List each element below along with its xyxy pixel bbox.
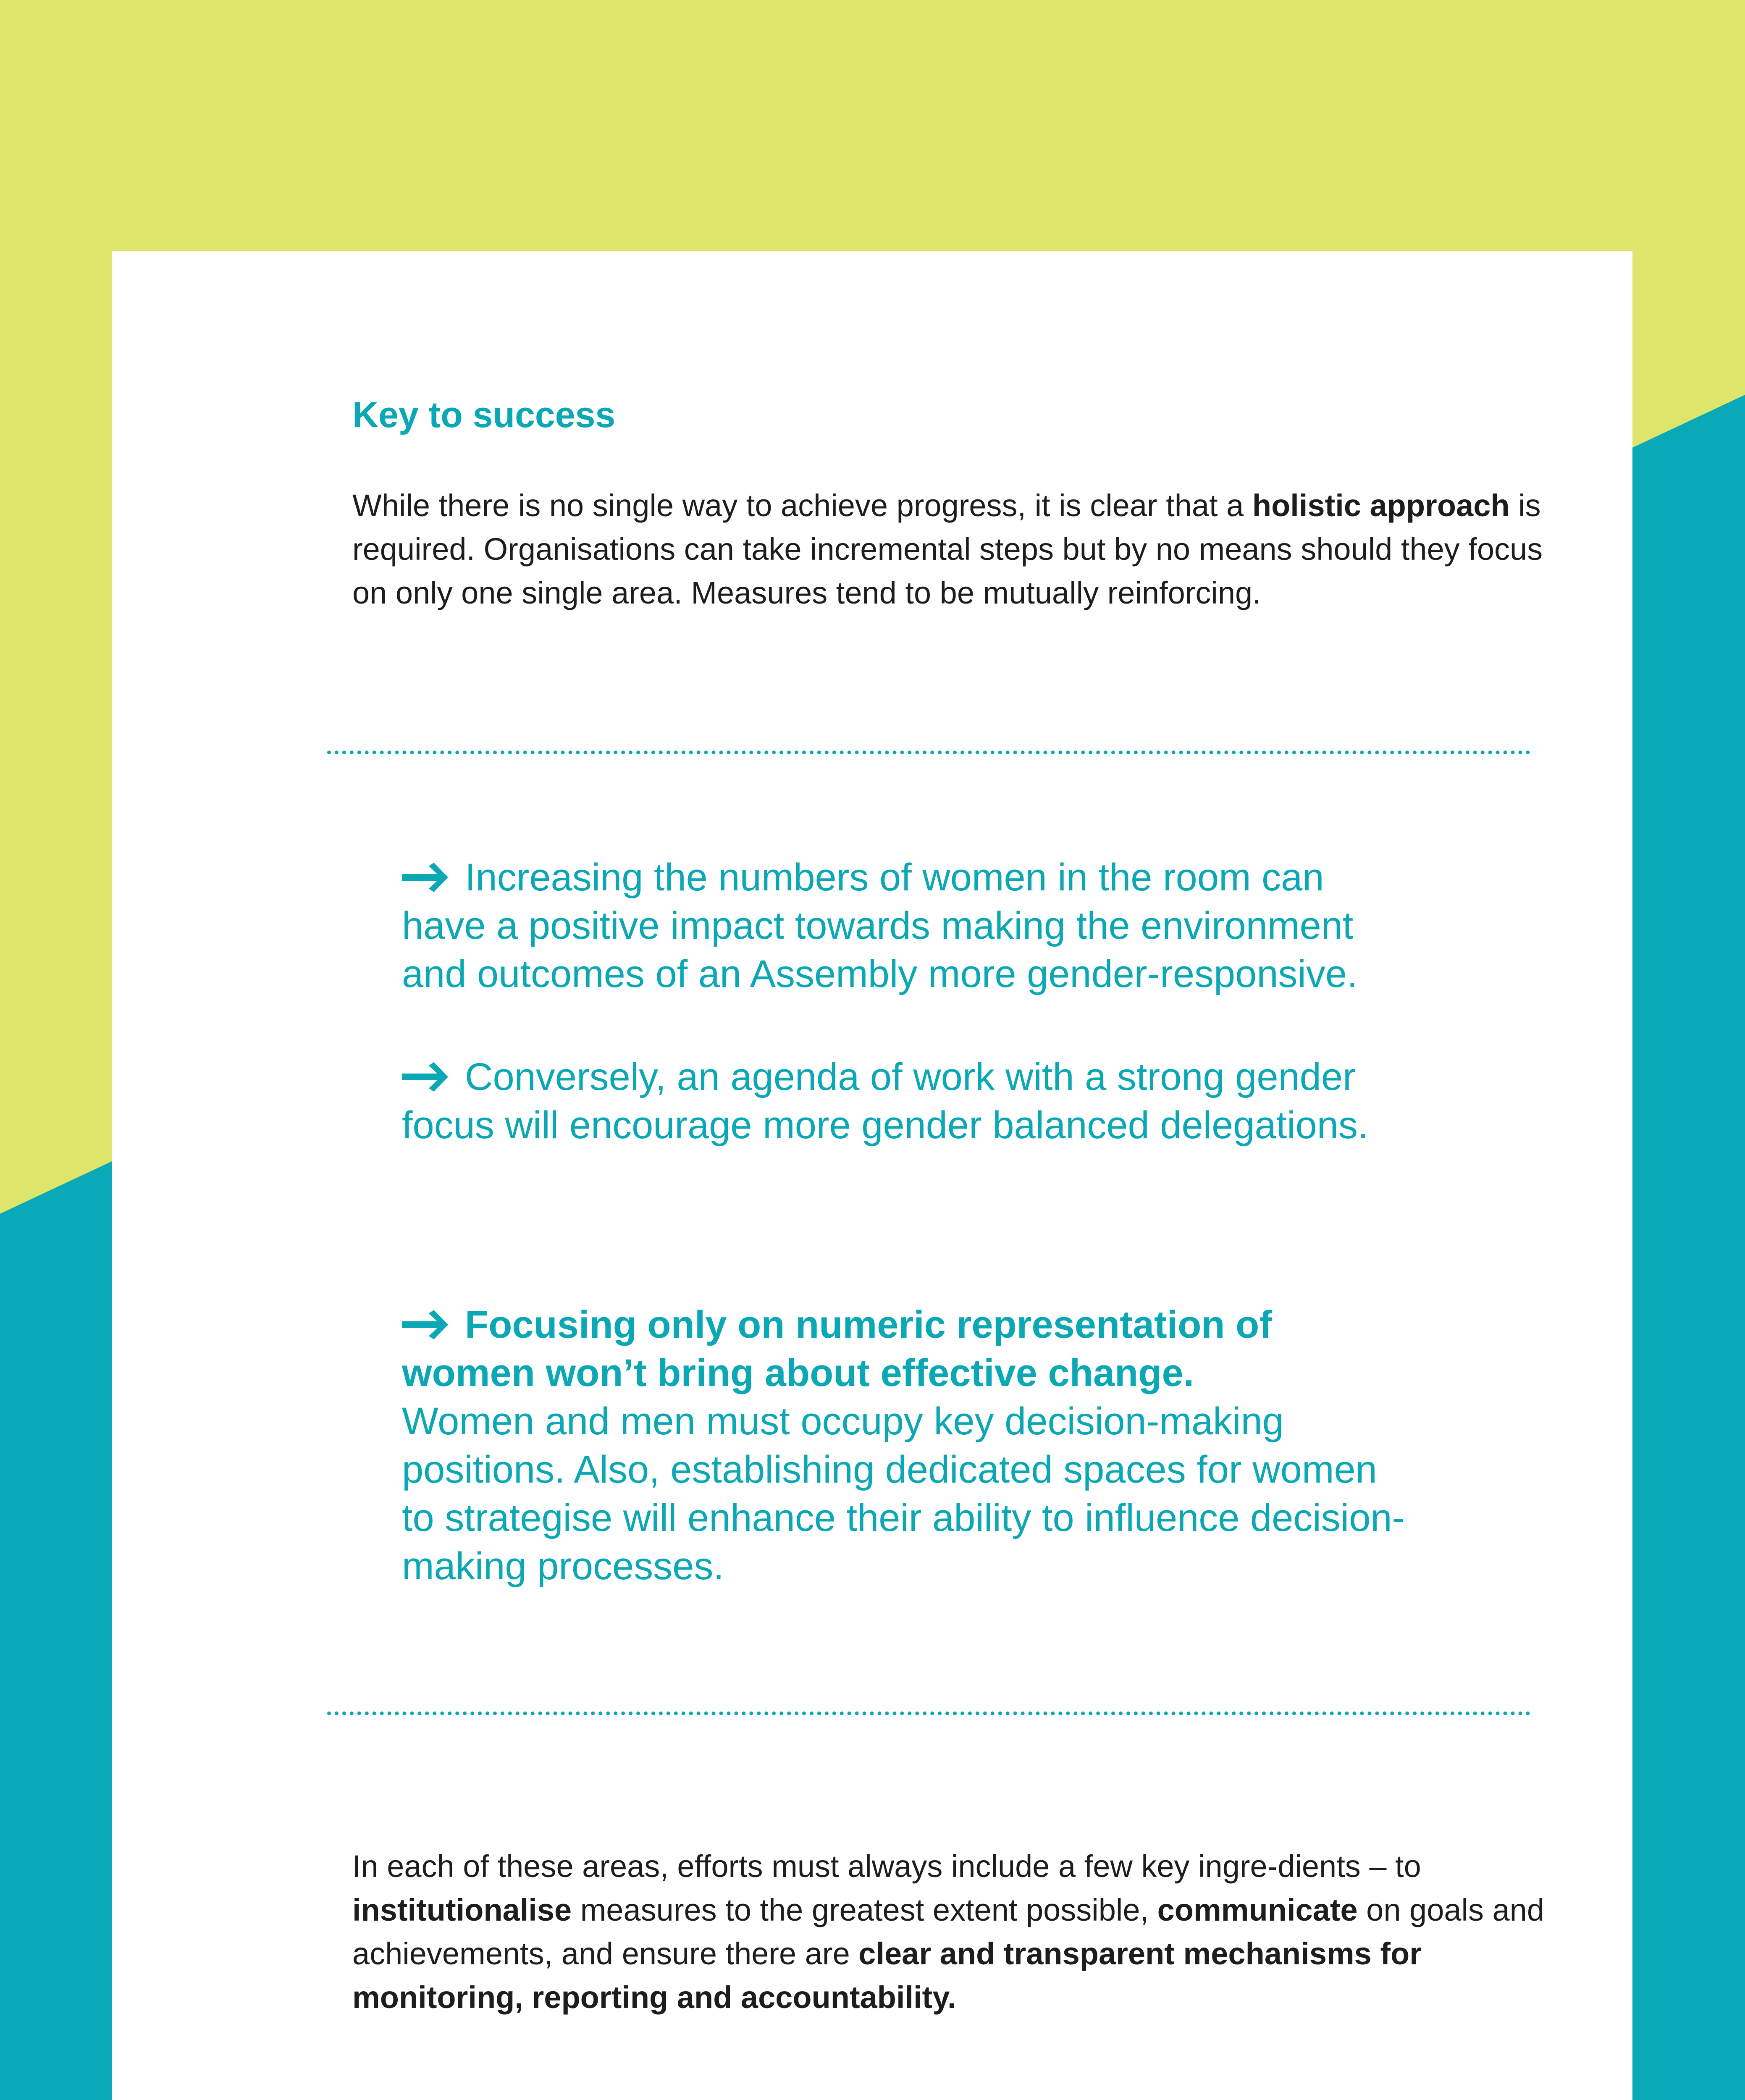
bullet-bold-text: Focusing only on numeric representation of women won’t bring about effective change. [402,1303,1272,1394]
conclusion-text: on goals and achievements, and ensure there are [352,1893,1544,1971]
key-to-success-heading: Key to success [352,395,616,435]
bullet-numeric-representation [402,1301,1410,1591]
conclusion-text: In each of these areas, efforts must always include a few key ingre-dients – to [352,1849,1421,1884]
bullet-conversely [402,1053,1410,1150]
conclusion-bold-institutionalise: institutionalise [352,1893,572,1927]
dotted-divider-bottom [327,1712,1530,1715]
content-card [112,251,1632,2100]
intro-text: While there is no single way to achieve progress, it is clear that a [352,488,1252,523]
dotted-divider-top [327,751,1530,754]
arrow-right-icon [402,1062,457,1092]
conclusion-bold-communicate: communicate [1157,1893,1358,1927]
bullet-text: Increasing the numbers of women in the room can have a positive impact towards making the environment and outcomes of an Assembly more gender-responsive. [402,856,1358,995]
arrow-right-icon [402,1310,457,1339]
conclusion-bold-mechanisms: clear and transparent mechanisms for monitoring, reporting and accountability. [352,1936,1422,2015]
conclusion-text: measures to the greatest extent possible, [572,1893,1157,1927]
arrow-right-icon [402,863,457,892]
intro-paragraph [352,484,1549,615]
bullet-increasing-women [402,853,1410,998]
intro-text: is required. Organisations can take incremental steps but by no means should they focus on only one single area. Measures tend to be mutually reinforcing. [352,488,1543,610]
bullet-text: Conversely, an agenda of work with a strong gender focus will encourage more gender balanced delegations. [402,1055,1369,1147]
intro-bold-holistic-approach: holistic approach [1252,488,1510,523]
conclusion-paragraph [352,1845,1549,2019]
bullet-text: Women and men must occupy key decision-making positions. Also, establishing dedicated spaces for women to strategise will enhance their ability to influence decision-making processes. [402,1400,1405,1588]
